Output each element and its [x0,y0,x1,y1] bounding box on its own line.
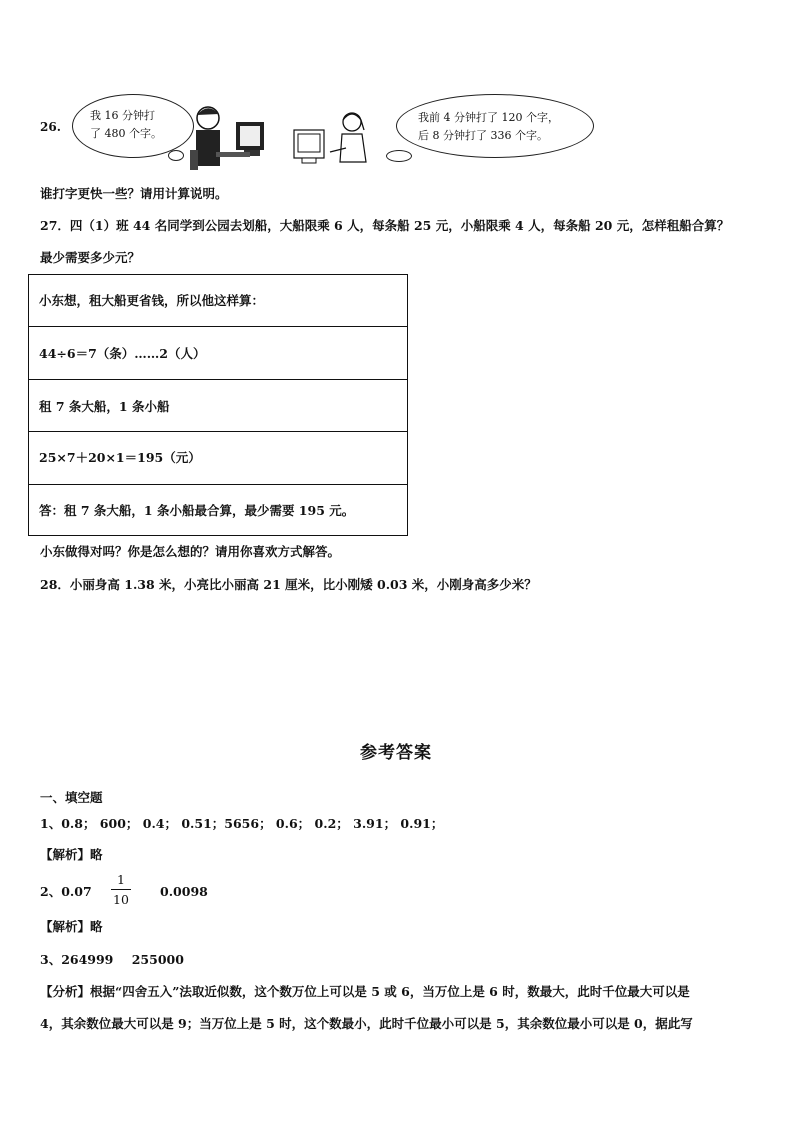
bubble-tail-right [386,150,412,162]
solution-row [29,485,407,535]
fraction-bar [111,889,131,890]
solution-row [29,380,407,432]
question-28-text: 28．小丽身高 1.38 米，小亮比小丽高 21 厘米，比小刚矮 0.03 米，小刚身高多少米？ [40,577,537,592]
question-27-line-1: 27．四（1）班 44 名同学到公园去划船，大船限乘 6 人，每条船 25 元，小船限乘 4 人，每条船 20 元，怎样租船合算？ [40,218,730,233]
question-27-line-2: 最少需要多少元？ [40,250,141,265]
answer-1: 1、0.8； 600； 0.4； 0.51；5656； 0.6； 0.2； 3.91； 0.91； [40,816,444,831]
answers-title: 参考答案 [360,743,432,763]
solution-row-text: 租 7 条大船，1 条小船 [39,399,170,414]
bubble-right-line-2: 后 8 分钟打了 336 个字。 [418,129,548,142]
solution-row [29,275,407,327]
solution-row-text: 小东想，租大船更省钱，所以他这样算： [39,293,265,308]
solution-row [29,432,407,485]
fraction-denominator: 10 [113,892,129,907]
solution-box [28,274,408,536]
bubble-left-line-2: 了 480 个字。 [90,127,162,140]
answer-3: 3、264999 255000 [40,952,184,967]
bubble-tail-left [168,150,184,161]
bubble-right-line-1: 我前 4 分钟打了 120 个字， [418,111,559,124]
answer-1-analysis: 【解析】略 [40,847,103,862]
solution-row-text: 25×7＋20×1＝195（元） [39,450,201,465]
question-27-followup: 小东做得对吗？你是怎么想的？请用你喜欢方式解答。 [40,544,341,559]
solution-row-text: 答：租 7 条大船，1 条小船最合算，最少需要 195 元。 [39,503,355,518]
answer-2-fraction [111,872,131,910]
solution-row-text: 44÷6＝7（条）……2（人） [39,346,206,361]
question-26-text: 谁打字更快一些？请用计算说明。 [40,186,228,201]
girl-at-computer-icon [290,108,390,168]
speech-bubble-right [396,94,594,158]
section-1-heading: 一、填空题 [40,790,103,805]
bubble-left-line-1: 我 16 分钟打 [90,109,155,122]
fraction-numerator: 1 [117,872,125,887]
answer-2-suffix: 0.0098 [160,884,208,899]
solution-row [29,327,407,380]
answer-3-analysis-line-1: 【分析】根据“四舍五入”法取近似数，这个数万位上可以是 5 或 6，当万位上是 6 时，数最大，此时千位最大可以是 [40,984,690,999]
answer-2-prefix: 2、0.07 [40,884,92,899]
answer-3-analysis-line-2: 4，其余数位最大可以是 9；当万位上是 5 时，这个数最小，此时千位最小可以是 5，其余数位最小可以是 0，据此写 [40,1016,693,1031]
answer-2-analysis: 【解析】略 [40,919,103,934]
boy-at-computer-icon [186,100,286,172]
question-26-number: 26. [40,120,61,134]
